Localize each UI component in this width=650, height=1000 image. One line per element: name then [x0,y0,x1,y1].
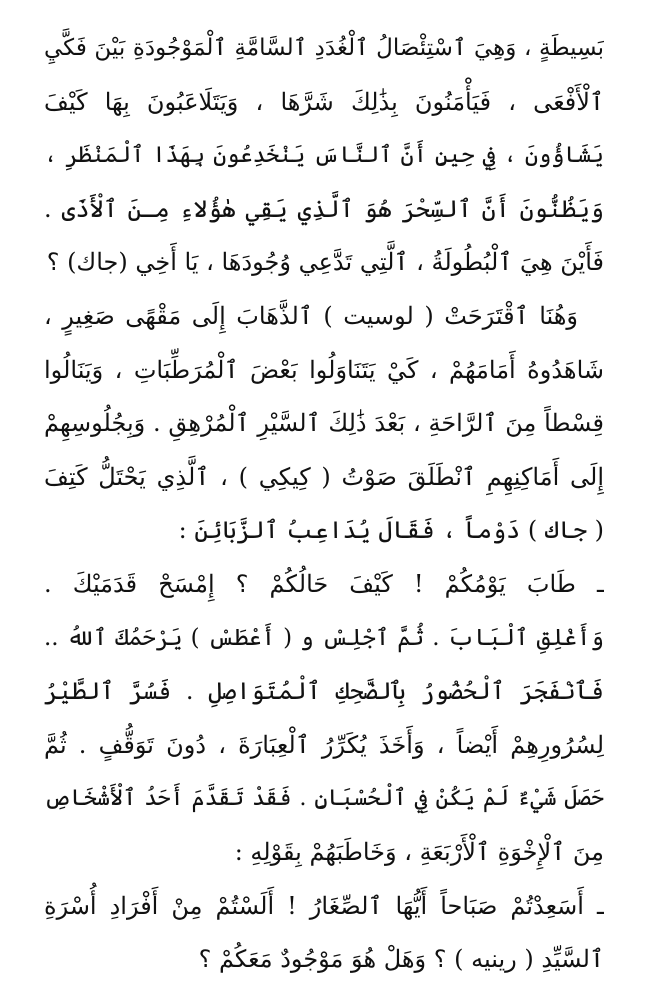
text-line: وَأَغْلِقِ ٱلْبَابَ . ثُمَّ ٱجْلِسْ و ( أَعْطَسْ ) يَرْحَمُكَ ٱللهُ .. [44,624,604,651]
text-line: شَاهَدُوهُ أَمَامَهُمْ ، كَيْ يَتَنَاوَلُوا بَعْضَ ٱلْمُرَطِّبَاتِ ، وَيَنَالُوا [44,355,604,384]
text-line: فَأَيْنَ هِيَ ٱلْبُطُولَةُ ، ٱلَّتِي تَدَّعِي وُجُودَهَا ، يَا أَخِي (جاك) ؟ [46,248,604,277]
text-line: ـ طَابَ يَوْمُكُمْ ! كَيْفَ حَالُكُمْ ؟ إِمْسَحْ قَدَمَيْكَ . [44,569,604,598]
paragraph-2 [44,290,604,558]
text-line: إِلَى أَمَاكِنِهِمِ ٱنْطَلَقَ صَوْتُ ( كِيكِي ) ، ٱلَّذِي يَحْتَلُّ كَتِفَ [44,462,604,491]
text-line: ٱلسَّيِّدِ ( رينيه ) ؟ وَهَلْ هُوَ مَوْجُودٌ مَعَكُمْ ؟ [198,945,604,974]
dialogue-paragraph-1 [44,558,604,880]
text-line: وَيَظُنُّونَ أَنَّ ٱلسِّحْرَ هُوَ ٱلَّذِي يَقِي هٰؤُلاءِ مِـنَ ٱلْأَذَى . [44,194,604,223]
dialogue-paragraph-2 [44,880,604,987]
text-line: بَسِيطَةٍ ، وَهِيَ ٱسْتِئْصَالُ ٱلْغُدَدِ ٱلسَّامَّةِ ٱلْمَوْجُودَةِ بَيْنَ فَكَّيِ [44,35,604,61]
text-line: فَٱنْفَجَرَ ٱلْحُضُورُ بِٱلضَّحِكِ ٱلْمُتَوَاصِلِ . فَسُرَّ ٱلطَّيْرُ [44,677,604,706]
text-line: حَصَلَ شَيْءٌ لَمْ يَكُنْ فِي ٱلْحُسْبَانِ . فَقَدْ تَقَدَّمَ أَحَدُ ٱلْأَشْخَاصِ [44,785,604,812]
text-line: وَهُنَا ٱقْتَرَحَتْ ( لوسيت ) ٱلذَّهَابَ إِلَى مَقْهًى صَغِيرٍ ، [44,301,578,330]
text-line: ( جاك ) دَوْماً ، فَقَالَ يُدَاعِبُ ٱلزَّبَائِنَ : [178,516,604,545]
text-line: ٱلْأَفْعَى ، فَيَأْمَنُونَ بِذَٰلِكَ شَرَّهَا ، وَيَتَلَاعَبُونَ بِهَا كَيْفَ [44,87,604,116]
text-line: يَشَاؤُونَ ، فِي حِينِ أَنَّ ٱلنَّاسَ يَنْخَدِعُونَ بِهَذَا ٱلْمَنْظَرِ ، [44,142,604,169]
text-line: قِسْطاً مِنَ ٱلرَّاحَةِ ، بَعْدَ ذَٰلِكَ ٱلسَّيْرِ ٱلْمُرْهِقِ . وَبِجُلُوسِهِمْ [44,409,604,438]
text-line: لِسُرُورِهِمْ أَيْضاً ، وَأَخَذَ يُكَرِّرُ ٱلْعِبَارَةَ ، دُونَ تَوَقُّفٍ . ثُمَّ [44,730,604,759]
paragraph-1 [44,22,604,290]
text-line: ـ أَسَعِدْتُمْ صَبَاحاً أَيُّهَا ٱلصِّغَارُ ! أَلَسْتُمْ مِنْ أَفْرَادِ أُسْرَةِ [44,891,604,920]
text-line: مِنَ ٱلْإِخْوَةِ ٱلْأَرْبَعَةِ ، وَخَاطَبَهُمْ بِقَوْلِهِ : [234,837,604,866]
